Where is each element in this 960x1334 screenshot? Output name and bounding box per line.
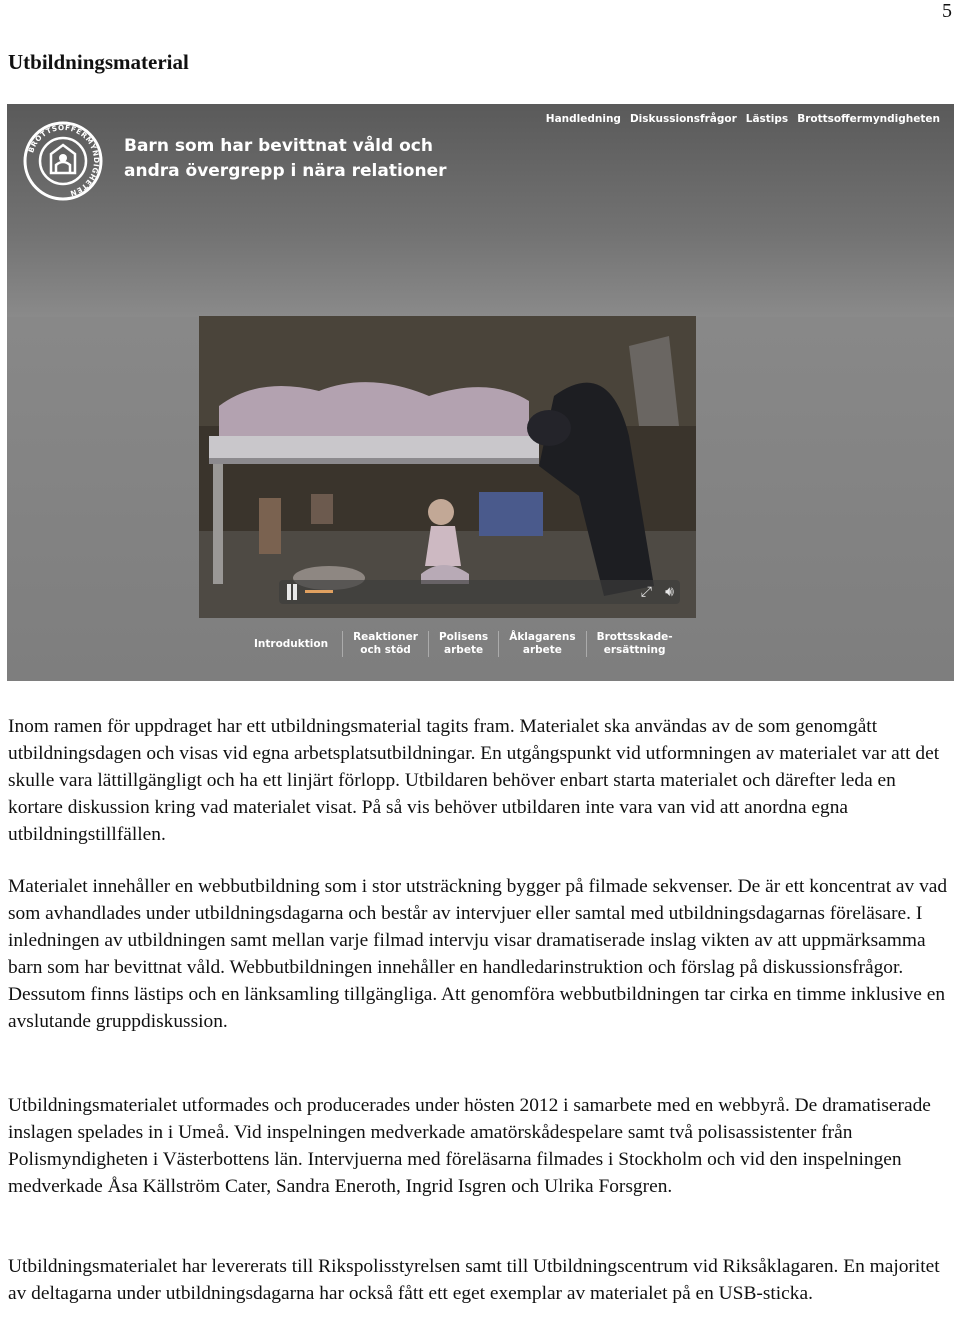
video-controls bbox=[279, 580, 680, 604]
brottsoffermyndigheten-logo-icon bbox=[23, 121, 103, 201]
nav-brottsoffermyndigheten[interactable]: Brottsoffermyndigheten bbox=[797, 113, 940, 125]
nav-diskussionsfragor[interactable]: Diskussionsfrågor bbox=[629, 113, 737, 125]
paragraph-4: Utbildningsmaterialet har levererats till Rikspolisstyrelsen samt till Utbildningscentrum vid Riksåklagaren. En majoritet av deltagarna under utbildningsdagarna har också fått ett eget exemplar av materialet på en USB-sticka. bbox=[8, 1256, 940, 1304]
chapter-reaktioner-och-stod[interactable]: Reaktioner och stöd bbox=[342, 631, 428, 657]
fullscreen-icon[interactable]: ⤢ bbox=[640, 584, 652, 600]
nav-lastips[interactable]: Lästips bbox=[745, 113, 789, 125]
chapter-aklagarens-arbete[interactable]: Åklagarens arbete bbox=[498, 631, 585, 657]
title-line-1: Barn som har bevittnat våld och bbox=[124, 136, 433, 156]
video-player[interactable] bbox=[199, 316, 696, 618]
paragraph-2: Materialet innehåller en webbutbildning som i stor utsträckning bygger på filmade sekvenser. De är ett koncentrat av vad som avhandlades under utbildningsdagarna och består av intervjuer eller samtal med utbildningsdagarnas föreläsare. I inledningen av utbildningen samt mellan varje filmad intervju visar dramatiserade inslag vikten av att uppmärksamma barn som har bevittnat våld. Webbutbildningen innehåller en handledarinstruktion och förslag på diskussionsfrågor. Dessutom finns lästips och en länksamling tillgängliga. Att genomföra webbutbildningen tar cirka en timme inklusive en avslutande gruppdiskussion. bbox=[8, 876, 948, 1032]
video-progress-bar[interactable] bbox=[305, 590, 333, 593]
volume-icon[interactable]: 🔊︎ bbox=[665, 584, 674, 600]
web-training-screenshot bbox=[7, 104, 954, 681]
chapter-introduktion[interactable]: Introduktion bbox=[254, 637, 329, 650]
chapter-polisens-arbete[interactable]: Polisens arbete bbox=[428, 631, 498, 657]
paragraph-1: Inom ramen för uppdraget har ett utbildningsmaterial tagits fram. Materialet ska användas av de som genomgått utbildningsdagen och visas vid egna arbetsplatsutbildningar. En utgångspunkt vid utformningen av materialet var att det skulle vara lättillgängligt och ha ett linjärt förlopp. Utbildaren behöver enbart starta materialet och därefter leda en kortare diskussion kring vad materialet visat. På så vis behöver utbildaren inte vara van vid att anordna egna utbildningstillfällen. bbox=[8, 716, 940, 845]
chapter-menu bbox=[246, 631, 683, 657]
svg-text:BROTTSOFFERMYNDIGHETEN: BROTTSOFFERMYNDIGHETEN bbox=[26, 122, 102, 199]
section-title: Utbildningsmaterial bbox=[8, 50, 189, 74]
page-number: 5 bbox=[942, 0, 952, 22]
nav-handledning[interactable]: Handledning bbox=[545, 113, 621, 125]
video-frame bbox=[199, 316, 696, 618]
title-line-2: andra övergrepp i nära relationer bbox=[124, 161, 447, 181]
pause-icon[interactable] bbox=[285, 584, 299, 600]
chapter-brottsskadeersattning[interactable]: Brottsskade- ersättning bbox=[586, 631, 683, 657]
screenshot-title bbox=[124, 134, 447, 184]
paragraph-3: Utbildningsmaterialet utformades och producerades under hösten 2012 i samarbete med en webbyrå. De dramatiserade inslagen spelades in i Umeå. Vid inspelningen medverkade amatörskådespelare samt två polisassistenter från Polismyndigheten i Västerbottens län. Intervjuerna med föreläsarna filmades i Stockholm och vid den inspelningen medverkade Åsa Källström Cater, Sandra Eneroth, Ingrid Isgren och Ulrika Forsgren. bbox=[8, 1095, 931, 1197]
screenshot-nav bbox=[546, 113, 940, 125]
